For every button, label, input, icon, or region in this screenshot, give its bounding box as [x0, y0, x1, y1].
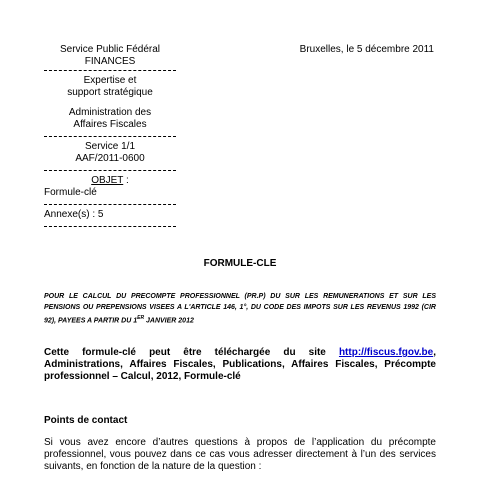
org-name-line2: FINANCES	[84, 56, 136, 67]
fiscus-link[interactable]: http://fiscus.fgov.be	[338, 347, 434, 358]
document-subtitle	[44, 291, 436, 326]
annexe-count: Annexe(s) : 5	[44, 209, 104, 220]
download-text: Cette formule-clé peut être téléchargée du site	[44, 347, 339, 358]
objet-sep: :	[123, 175, 129, 186]
contact-heading: Points de contact	[44, 415, 128, 426]
objet-label: OBJET	[91, 175, 124, 186]
divider	[44, 226, 176, 227]
divider	[44, 204, 176, 205]
objet-row	[44, 175, 176, 187]
divider	[44, 170, 176, 171]
admin-line2: Affaires Fiscales	[73, 119, 147, 130]
org-name-line1: Service Public Fédéral	[59, 44, 161, 55]
subtitle-text-end: JANVIER 2012	[144, 317, 194, 325]
dept-line2: support stratégique	[67, 87, 153, 98]
objet-value: Formule-clé	[44, 187, 97, 198]
download-notice	[44, 347, 436, 383]
document-title: FORMULE-CLE	[203, 258, 277, 269]
service-line2: AAF/2011-0600	[75, 153, 145, 164]
contact-paragraph: Si vous avez encore d’autres questions à propos de l’application du précompte professionnel, vous pouvez dans ce cas vous adresser directement à l’un des services suivants, en fonction de la nature de la question :	[44, 437, 436, 472]
subtitle-text: POUR LE CALCUL DU PRECOMPTE PROFESSIONNEL (PR.P) DU SUR LES REMUNERATIONS ET SUR LES PENSIONS OU PREPENSIONS VISEES A L'ARTICLE 146, 1°, DU CODE DES IMPOTS SUR LES REVENUS 1992 (CIR 92), PAYEES A PARTIR DU 1	[44, 293, 436, 325]
download-path: , Administrations, Affaires Fiscales, Publications, Affaires Fiscales, Précompte professionnel – Calcul, 2012, Formule-clé	[44, 347, 436, 382]
service-line1: Service 1/1	[84, 141, 136, 152]
subtitle-superscript: ER	[137, 315, 145, 321]
document-date: Bruxelles, le 5 décembre 2011	[299, 44, 434, 55]
admin-line1: Administration des	[68, 107, 152, 118]
dept-line1: Expertise et	[83, 75, 137, 86]
letterhead	[44, 44, 176, 229]
divider	[44, 136, 176, 137]
divider	[44, 70, 176, 71]
